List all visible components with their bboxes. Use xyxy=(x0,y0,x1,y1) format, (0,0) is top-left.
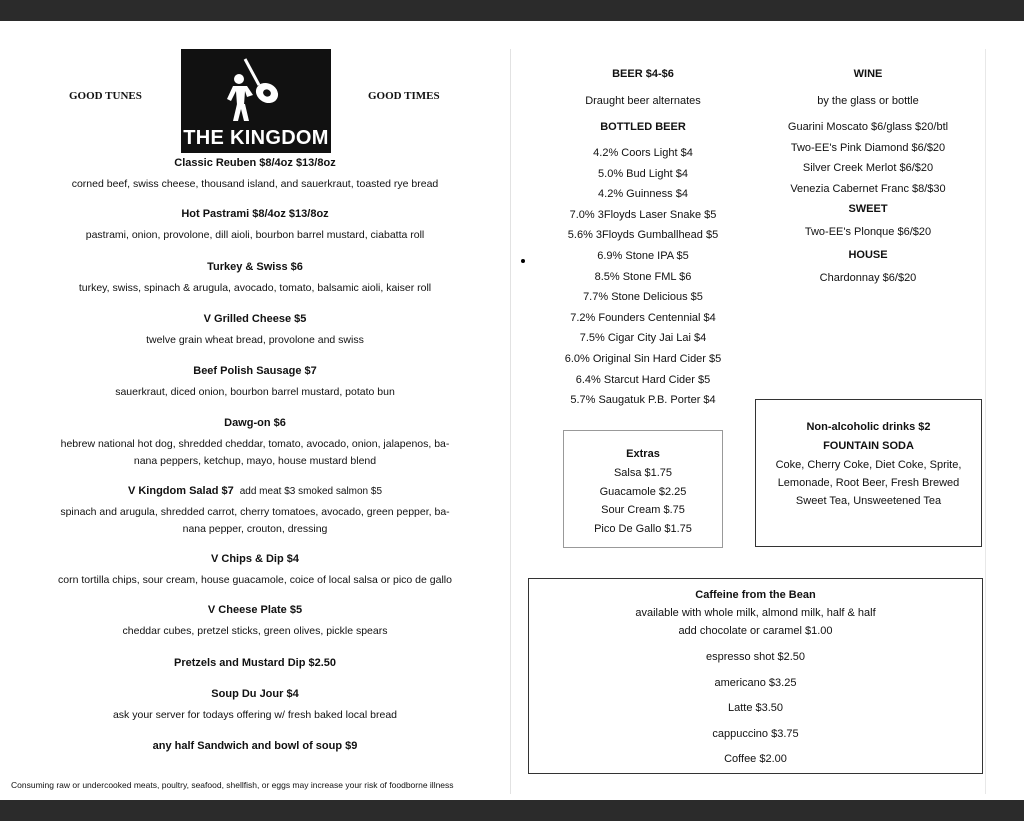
caffeine-item: Coffee $2.00 xyxy=(724,753,787,765)
food-item-description: sauerkraut, diced onion, bourbon barrel mustard, potato bun xyxy=(115,386,395,398)
beer-item: 7.2% Founders Centennial $4 xyxy=(570,311,716,324)
bottom-border xyxy=(0,800,1024,821)
wine-title: WINE xyxy=(853,68,883,80)
the-kingdom-logo xyxy=(181,49,331,153)
soda-line: Coke, Cherry Coke, Diet Coke, Sprite, xyxy=(775,459,962,471)
page-edge xyxy=(985,49,986,794)
food-item-title: Turkey & Swiss $6 xyxy=(207,261,303,273)
soda-line: Sweet Tea, Unsweetened Tea xyxy=(795,495,942,507)
beer-item: 5.7% Saugatuk P.B. Porter $4 xyxy=(570,394,716,407)
beer-item: 6.0% Original Sin Hard Cider $5 xyxy=(564,353,722,365)
food-item-title: Hot Pastrami $8/4oz $13/8oz xyxy=(181,208,329,220)
good-times-tagline: GOOD TIMES xyxy=(368,90,440,102)
caffeine-title: Caffeine from the Bean xyxy=(695,589,816,601)
food-item-description: spinach and arugula, shredded carrot, cherry tomatoes, avocado, green pepper, ba- xyxy=(60,506,450,518)
caffeine-item: americano $3.25 xyxy=(714,676,797,689)
food-item-addon: add meat $3 smoked salmon $5 xyxy=(239,486,383,497)
food-item-description: turkey, swiss, spinach & arugula, avocado, tomato, balsamic aioli, kaiser roll xyxy=(78,282,432,294)
wine-item: Silver Creek Merlot $6/$20 xyxy=(802,162,934,174)
column-divider xyxy=(510,49,511,794)
caffeine-box xyxy=(528,578,983,774)
foodborne-disclaimer: Consuming raw or undercooked meats, poultry, seafood, shellfish, or eggs may increase your risk of foodborne illness xyxy=(11,780,454,790)
extras-item: Sour Cream $.75 xyxy=(601,504,685,516)
caffeine-flavor-addon: add chocolate or caramel $1.00 xyxy=(678,625,833,637)
beer-item: 5.0% Bud Light $4 xyxy=(598,167,688,180)
guitar-player-icon xyxy=(181,49,331,129)
bullet-dot xyxy=(521,259,525,263)
caffeine-item: cappuccino $3.75 xyxy=(712,727,799,740)
extras-item: Pico De Gallo $1.75 xyxy=(594,522,692,535)
wine-item: Guarini Moscato $6/glass $20/btl xyxy=(787,121,949,133)
house-title: HOUSE xyxy=(848,249,888,261)
beer-item: 6.4% Starcut Hard Cider $5 xyxy=(575,373,711,386)
soda-line: Lemonade, Root Beer, Fresh Brewed xyxy=(777,477,960,489)
top-border xyxy=(0,0,1024,21)
food-item-description: cheddar cubes, pretzel sticks, green olives, pickle spears xyxy=(122,625,388,637)
food-item-title: Dawg-on $6 xyxy=(224,417,286,429)
food-item-title: Beef Polish Sausage $7 xyxy=(193,365,317,377)
bottled-beer-title: BOTTLED BEER xyxy=(600,121,686,133)
caffeine-item: espresso shot $2.50 xyxy=(705,651,806,663)
extras-box xyxy=(563,430,723,548)
menu-page xyxy=(0,21,1024,800)
extras-item: Salsa $1.75 xyxy=(613,467,673,479)
beer-item: 7.7% Stone Delicious $5 xyxy=(583,291,703,304)
house-wine: Chardonnay $6/$20 xyxy=(819,272,917,284)
food-item-description: ask your server for todays offering w/ fresh baked local bread xyxy=(112,709,398,721)
beer-title: BEER $4-$6 xyxy=(612,68,674,80)
beer-item: 6.9% Stone IPA $5 xyxy=(597,250,689,262)
beer-item: 4.2% Coors Light $4 xyxy=(593,147,693,159)
fountain-soda-title: FOUNTAIN SODA xyxy=(823,440,914,452)
food-item-description: corned beef, swiss cheese, thousand island, and sauerkraut, toasted rye bread xyxy=(71,178,439,190)
caffeine-milk-options: available with whole milk, almond milk, half & half xyxy=(635,607,876,619)
beer-subtitle: Draught beer alternates xyxy=(585,95,701,107)
food-item-title: Soup Du Jour $4 xyxy=(211,688,299,700)
non-alcoholic-box xyxy=(755,399,982,547)
sweet-wine: Two-EE's Plonque $6/$20 xyxy=(804,226,932,238)
caffeine-item: Latte $3.50 xyxy=(727,702,784,714)
food-item-description: twelve grain wheat bread, provolone and swiss xyxy=(146,334,364,346)
extras-title: Extras xyxy=(626,448,660,460)
food-item-title: Pretzels and Mustard Dip $2.50 xyxy=(174,657,336,669)
sweet-title: SWEET xyxy=(848,203,888,215)
food-item-description: pastrami, onion, provolone, dill aioli, bourbon barrel mustard, ciabatta roll xyxy=(85,229,425,241)
food-item-title: Classic Reuben $8/4oz $13/8oz xyxy=(174,157,336,169)
non-alcoholic-title: Non-alcoholic drinks $2 xyxy=(806,421,931,433)
beer-item: 4.2% Guinness $4 xyxy=(598,188,688,201)
food-item-description-cont: nana pepper, crouton, dressing xyxy=(182,523,328,535)
food-item-description: corn tortilla chips, sour cream, house guacamole, coice of local salsa or pico de gallo xyxy=(58,574,452,586)
food-item-title: V Chips & Dip $4 xyxy=(210,553,300,565)
food-item-description-cont: nana peppers, ketchup, mayo, house mustard blend xyxy=(133,455,377,467)
wine-item: Two-EE's Pink Diamond $6/$20 xyxy=(790,141,946,154)
wine-item: Venezia Cabernet Franc $8/$30 xyxy=(790,182,946,195)
food-item-title xyxy=(40,485,470,497)
food-item-title: V Cheese Plate $5 xyxy=(207,604,303,616)
beer-item: 7.0% 3Floyds Laser Snake $5 xyxy=(569,208,717,221)
wine-subtitle: by the glass or bottle xyxy=(817,95,919,107)
beer-item: 7.5% Cigar City Jai Lai $4 xyxy=(579,332,707,345)
beer-item: 5.6% 3Floyds Gumballhead $5 xyxy=(567,229,719,242)
food-item-title: V Grilled Cheese $5 xyxy=(203,313,307,325)
food-item-title: any half Sandwich and bowl of soup $9 xyxy=(152,740,358,752)
extras-item: Guacamole $2.25 xyxy=(599,485,687,498)
beer-item: 8.5% Stone FML $6 xyxy=(594,270,692,283)
logo-text: THE KINGDOM xyxy=(183,127,329,149)
food-item-name: V Kingdom Salad $7 xyxy=(127,485,234,497)
food-item-description: hebrew national hot dog, shredded cheddar, tomato, avocado, onion, jalapenos, ba- xyxy=(60,438,450,450)
good-tunes-tagline: GOOD TUNES xyxy=(69,90,142,102)
